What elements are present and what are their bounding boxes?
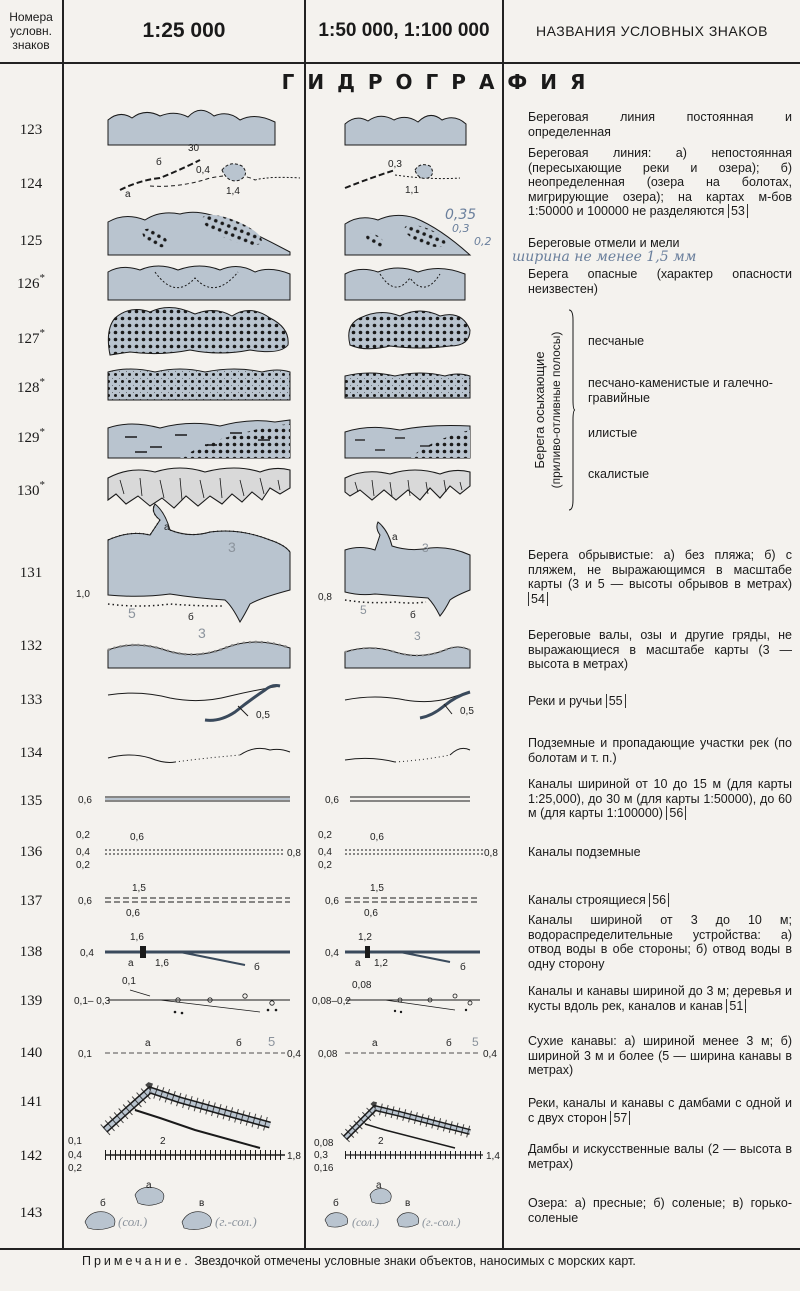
label: 0,8 bbox=[318, 592, 332, 603]
description-143: Озера: а) пресные; б) соленые; в) горько-соленые bbox=[528, 1196, 792, 1225]
description-142: Дамбы и искусственные валы (2 — высота в метрах) bbox=[528, 1142, 792, 1171]
reference-number: 55 bbox=[606, 694, 626, 708]
row-number: 133 bbox=[19, 692, 43, 708]
coastline-symbol-123 bbox=[108, 110, 275, 145]
label: 0,08 bbox=[318, 1049, 338, 1060]
description-139: Каналы и канавы шириной до 3 м; деревья и кусты вдоль рек, каналов и канав 51 bbox=[528, 984, 792, 1013]
footnote bbox=[82, 1254, 772, 1269]
description-136: Каналы подземные bbox=[528, 845, 641, 859]
label: 1,2 bbox=[374, 958, 388, 969]
reference-number: 54 bbox=[528, 592, 548, 606]
header-number-column: Номера условн. знаков bbox=[0, 0, 62, 64]
description-141: Реки, каналы и канавы с дамбами с одной и с двух сторон 57 bbox=[528, 1096, 792, 1125]
description-133: Реки и ручьи 55 bbox=[528, 694, 792, 709]
row-number: 130* bbox=[17, 479, 45, 499]
label: 0,2 bbox=[318, 830, 332, 841]
handwritten-note: 0,3 bbox=[452, 222, 470, 235]
label: 1,0 bbox=[76, 589, 90, 600]
row-number: 132 bbox=[19, 638, 43, 654]
label: а bbox=[125, 189, 131, 200]
label: 3 bbox=[422, 541, 429, 555]
label: 0,5 bbox=[256, 710, 270, 721]
description-138: Каналы шириной от 3 до 10 м; водораспределительные устройства: а) отвод воды в обе стороны; б) отвод воды в одну сторону bbox=[528, 913, 792, 971]
description-137: Каналы строящиеся 56 bbox=[528, 893, 792, 908]
label: 2 bbox=[160, 1136, 166, 1147]
label: 0,16 bbox=[314, 1163, 334, 1174]
handwritten-note: 0,35 bbox=[445, 207, 477, 223]
label: б bbox=[188, 612, 194, 623]
label: а bbox=[128, 958, 134, 969]
label: 0,2 bbox=[318, 860, 332, 871]
reference-number: 56 bbox=[649, 893, 669, 907]
label: 0,2 bbox=[76, 830, 90, 841]
star-mark: * bbox=[39, 479, 45, 491]
row-number: 123 bbox=[19, 122, 43, 138]
description-140: Сухие канавы: а) шириной менее 3 м; б) шириной 3 м и более (5 — ширина канавы в метрах) bbox=[528, 1034, 792, 1078]
row-number: 139 bbox=[19, 993, 43, 1009]
label: (сол.) bbox=[352, 1215, 379, 1229]
label: 1,2 bbox=[358, 932, 372, 943]
description-127: песчаные bbox=[588, 334, 645, 348]
reference-number: 56 bbox=[666, 806, 686, 820]
description-132: Береговые валы, озы и другие гряды, не выражающиеся в масштабе карты (3 — высота в метрах) bbox=[528, 628, 792, 672]
label: б bbox=[460, 962, 466, 973]
label: б bbox=[236, 1038, 242, 1049]
header-names-column: НАЗВАНИЯ УСЛОВНЫХ ЗНАКОВ bbox=[504, 0, 800, 64]
label: 0,1 bbox=[78, 1049, 92, 1060]
label: 0,2 bbox=[68, 1163, 82, 1174]
handwritten-note: 0,2 bbox=[474, 235, 492, 248]
label: в bbox=[405, 1198, 411, 1209]
label: 0,1 bbox=[68, 1136, 82, 1147]
label: 0,4 bbox=[76, 847, 90, 858]
header-scale-25000: 1:25 000 bbox=[64, 0, 304, 64]
row-number: 128* bbox=[17, 376, 45, 396]
label: 5 bbox=[268, 1034, 276, 1049]
label: 1,5 bbox=[132, 883, 146, 894]
label: 1,1 bbox=[405, 185, 419, 196]
label: 0,4 bbox=[287, 1049, 301, 1060]
row-number: 124 bbox=[19, 176, 43, 192]
label: 0,4 bbox=[318, 847, 332, 858]
footnote-label: Примечание. bbox=[82, 1254, 191, 1268]
label: 30 bbox=[188, 143, 200, 154]
label: а bbox=[145, 1038, 151, 1049]
label: 0,4 bbox=[483, 1049, 497, 1060]
description-130: скалистые bbox=[588, 467, 650, 481]
description-126: Берега опасные (характер опасности неизвестен) bbox=[528, 267, 792, 296]
description-131: Берега обрывистые: а) без пляжа; б) с пляжем, не выражающимся в масштабе карты (3 и 5 — высоты обрывов в метрах) 54 bbox=[528, 548, 792, 606]
label: (сол.) bbox=[118, 1214, 148, 1229]
row-number: 143 bbox=[19, 1205, 43, 1221]
label: б bbox=[156, 157, 162, 168]
label: (г.-сол.) bbox=[215, 1214, 257, 1229]
label: 5 bbox=[472, 1035, 479, 1049]
label: б bbox=[254, 962, 260, 973]
row-number: 125 bbox=[19, 233, 43, 249]
label: (г.-сол.) bbox=[422, 1215, 461, 1229]
row-number: 126* bbox=[17, 272, 45, 292]
label: 3 bbox=[198, 625, 206, 641]
label: 1,4 bbox=[226, 186, 240, 197]
group-label-line-2: (приливо-отливные полосы) bbox=[549, 331, 563, 489]
row-number: 141 bbox=[19, 1094, 43, 1110]
label: а bbox=[392, 532, 398, 543]
label: а bbox=[146, 1180, 152, 1191]
reference-number: 57 bbox=[610, 1111, 630, 1125]
label: 1,4 bbox=[486, 1151, 500, 1162]
label: 2 bbox=[378, 1136, 384, 1147]
label: 1,5 bbox=[370, 883, 384, 894]
label: 0,6 bbox=[126, 908, 140, 919]
description-135: Каналы шириной от 10 до 15 м (для карты 1:25,000), до 30 м (для карты 1:50000), до 60 м (для карты 1:100000) 56 bbox=[528, 777, 792, 821]
label: 0,5 bbox=[460, 706, 474, 717]
label: а bbox=[164, 522, 170, 533]
label: в bbox=[199, 1198, 205, 1209]
label: 0,1– 0,3 bbox=[74, 996, 111, 1007]
description-124: Береговая линия: а) непостоянная (пересыхающие реки и озера); б) неопределенная (озера на болотах, мигрирующие озера); на картах м-бов 1:50000 и 100000 не разделяются 53 bbox=[528, 146, 792, 219]
label: 0,6 bbox=[325, 795, 339, 806]
star-mark: * bbox=[39, 272, 45, 284]
label: 1,8 bbox=[287, 1151, 301, 1162]
label: 0,08 bbox=[352, 980, 372, 991]
label: 0,08–0,2 bbox=[312, 996, 351, 1007]
label: 0,6 bbox=[78, 896, 92, 907]
description-134: Подземные и пропадающие участки рек (по болотам и т. п.) bbox=[528, 736, 792, 765]
group-label-line-1: Берега осыхающие bbox=[532, 351, 547, 469]
label: 0,1 bbox=[122, 976, 136, 987]
label: б bbox=[100, 1198, 106, 1209]
reference-number: 51 bbox=[726, 999, 746, 1013]
label: 0,08 bbox=[314, 1138, 334, 1149]
star-mark: * bbox=[39, 426, 45, 438]
label: 0,6 bbox=[370, 832, 384, 843]
label: 0,8 bbox=[287, 848, 301, 859]
label: 0,3 bbox=[388, 159, 402, 170]
description-129: илистые bbox=[588, 426, 638, 440]
description-125: Береговые отмели и мели bbox=[528, 236, 680, 250]
row-number: 137 bbox=[19, 893, 43, 909]
reference-number: 53 bbox=[728, 204, 748, 218]
label: 1,6 bbox=[155, 958, 169, 969]
label: 0,4 bbox=[68, 1150, 82, 1161]
row-number: 138 bbox=[19, 944, 43, 960]
row-number: 129* bbox=[17, 426, 45, 446]
star-mark: * bbox=[39, 376, 45, 388]
label: б bbox=[410, 610, 416, 621]
row-number: 142 bbox=[19, 1148, 43, 1164]
label: 0,8 bbox=[484, 848, 498, 859]
label: а bbox=[376, 1180, 382, 1191]
label: а bbox=[355, 958, 361, 969]
label: 0,3 bbox=[314, 1150, 328, 1161]
label: 0,4 bbox=[80, 948, 94, 959]
label: 5 bbox=[128, 605, 136, 621]
coastline-symbol-123-small bbox=[345, 115, 466, 145]
section-title: ГИДРОГРАФИЯ bbox=[281, 70, 599, 94]
description-128: песчано-каменистые и галечно-гравийные bbox=[588, 376, 773, 405]
header-scale-50000-100000: 1:50 000, 1:100 000 bbox=[306, 0, 502, 64]
label: б bbox=[333, 1198, 339, 1209]
label: 3 bbox=[228, 539, 236, 555]
row-number: 136 bbox=[19, 844, 43, 860]
handwritten-note: ширина не менее 1,5 мм bbox=[512, 249, 697, 265]
star-mark: * bbox=[39, 327, 45, 339]
label: 0,6 bbox=[78, 795, 92, 806]
row-number: 134 bbox=[19, 745, 43, 761]
label: б bbox=[446, 1038, 452, 1049]
row-number: 135 bbox=[19, 793, 43, 809]
label: 0,6 bbox=[325, 896, 339, 907]
label: 0,6 bbox=[130, 832, 144, 843]
footnote-text: Звездочкой отмечены условные знаки объектов, наносимых с морских карт. bbox=[194, 1254, 636, 1268]
row-number: 131 bbox=[19, 565, 43, 581]
label: 1,6 bbox=[130, 932, 144, 943]
row-number: 127* bbox=[17, 327, 45, 347]
row-number: 140 bbox=[19, 1045, 43, 1061]
label: а bbox=[372, 1038, 378, 1049]
label: 0,2 bbox=[76, 860, 90, 871]
label: 3 bbox=[414, 629, 421, 643]
label: 5 bbox=[360, 603, 367, 617]
label: 0,4 bbox=[325, 948, 339, 959]
label: 0,4 bbox=[196, 165, 210, 176]
description-123: Береговая линия постоянная и определенная bbox=[528, 110, 792, 139]
label: 0,6 bbox=[364, 908, 378, 919]
